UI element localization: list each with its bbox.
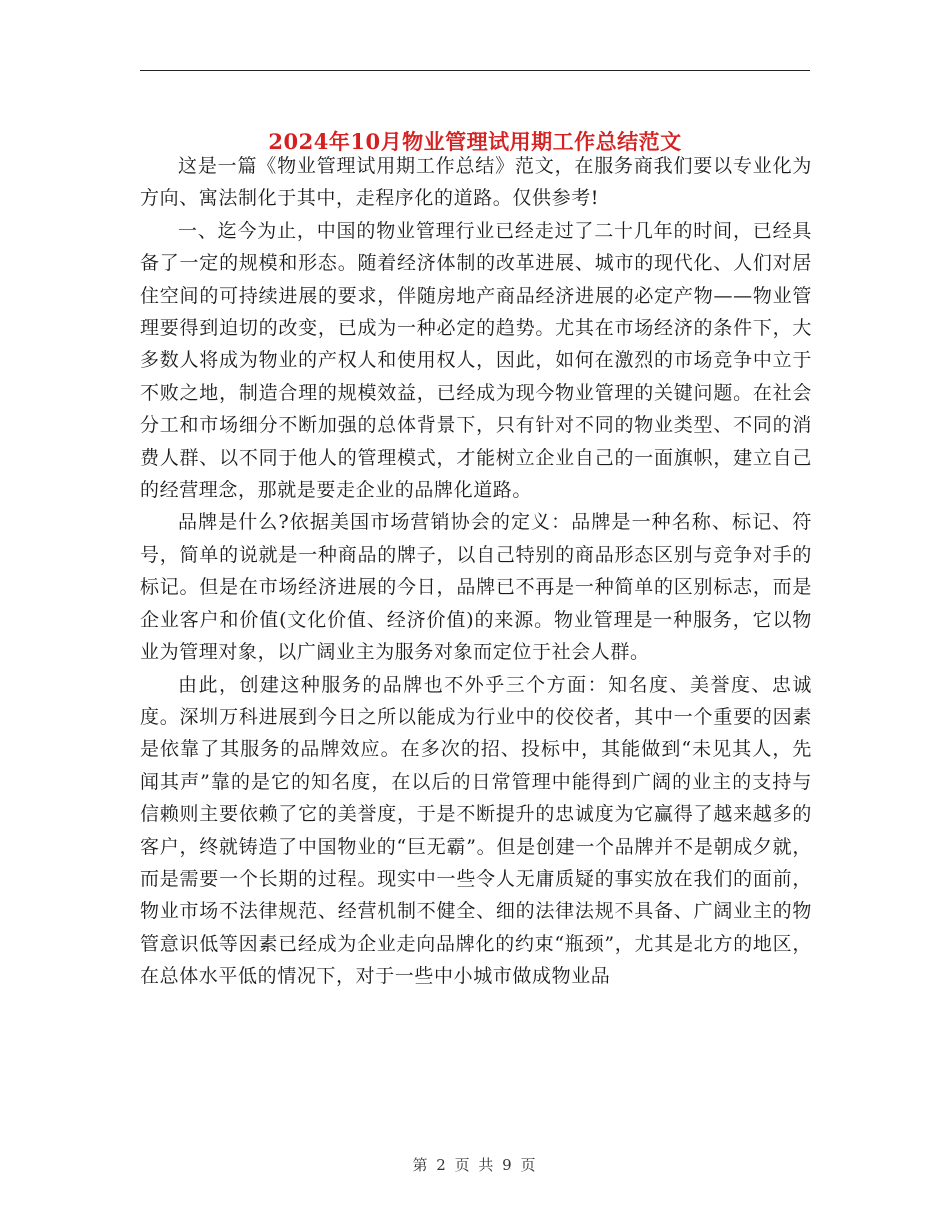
paragraph-brand-creation: 由此，创建这种服务的品牌也不外乎三个方面：知名度、美誉度、忠诚度。深圳万科进展到今日之所以能成为行业中的佼佼者，其中一个重要的因素是依靠了其服务的品牌效应。在多次的招、投标中，其能做到“未见其人，先闻其声”靠的是它的知名度，在以后的日常管理中能得到广阔的业主的支持与信赖则主要依赖了它的美誉度，于是不断提升的忠诚度为它赢得了越来越多的客户，终就铸造了中国物业的“巨无霸”。但是创建一个品牌并不是朝成夕就，而是需要一个长期的过程。现实中一些令人无庸质疑的事实放在我们的面前，物业市场不法律规范、经营机制不健全、细的法律法规不具备、广阔业主的物管意识低等因素已经成为企业走向品牌化的约束“瓶颈”，尤其是北方的地区，在总体水平低的情况下，对于一些中小城市做成物业品	[140, 673, 812, 988]
paragraph-brand-definition: 品牌是什么?依据美国市场营销协会的定义：品牌是一种名称、标记、符号，简单的说就是一种商品的牌子，以自己特别的商品形态区别与竞争对手的标记。但是在市场经济进展的今日，品牌已不再是一种简单的区别标志，而是企业客户和价值(文化价值、经济价值)的来源。物业管理是一种服务，它以物业为管理对象，以广阔业主为服务对象而定位于社会人群。	[140, 511, 812, 664]
document-title: 2024年10月物业管理试用期工作总结范文	[268, 129, 682, 155]
paragraph-intro: 这是一篇《物业管理试用期工作总结》范文，在服务商我们要以专业化为方向、寓法制化于其中，走程序化的道路。仅供参考!	[140, 155, 812, 210]
header-rule	[140, 70, 810, 71]
document-body	[140, 150, 812, 993]
page-number: 第 2 页 共 9 页	[412, 1156, 538, 1174]
paragraph-section-one: 一、迄今为止，中国的物业管理行业已经走过了二十几年的时间，已经具备了一定的规模和形态。随着经济体制的改革进展、城市的现代化、人们对居住空间的可持续进展的要求，伴随房地产商品经济进展的必定产物——物业管理要得到迫切的改变，已成为一种必定的趋势。尤其在市场经济的条件下，大多数人将成为物业的产权人和使用权人，因此，如何在激烈的市场竞争中立于不败之地，制造合理的规模效益，已经成为现今物业管理的关键问题。在社会分工和市场细分不断加强的总体背景下，只有针对不同的物业类型、不同的消费人群、以不同于他人的管理模式，才能树立企业自己的一面旗帜，建立自己的经营理念，那就是要走企业的品牌化道路。	[140, 219, 812, 502]
